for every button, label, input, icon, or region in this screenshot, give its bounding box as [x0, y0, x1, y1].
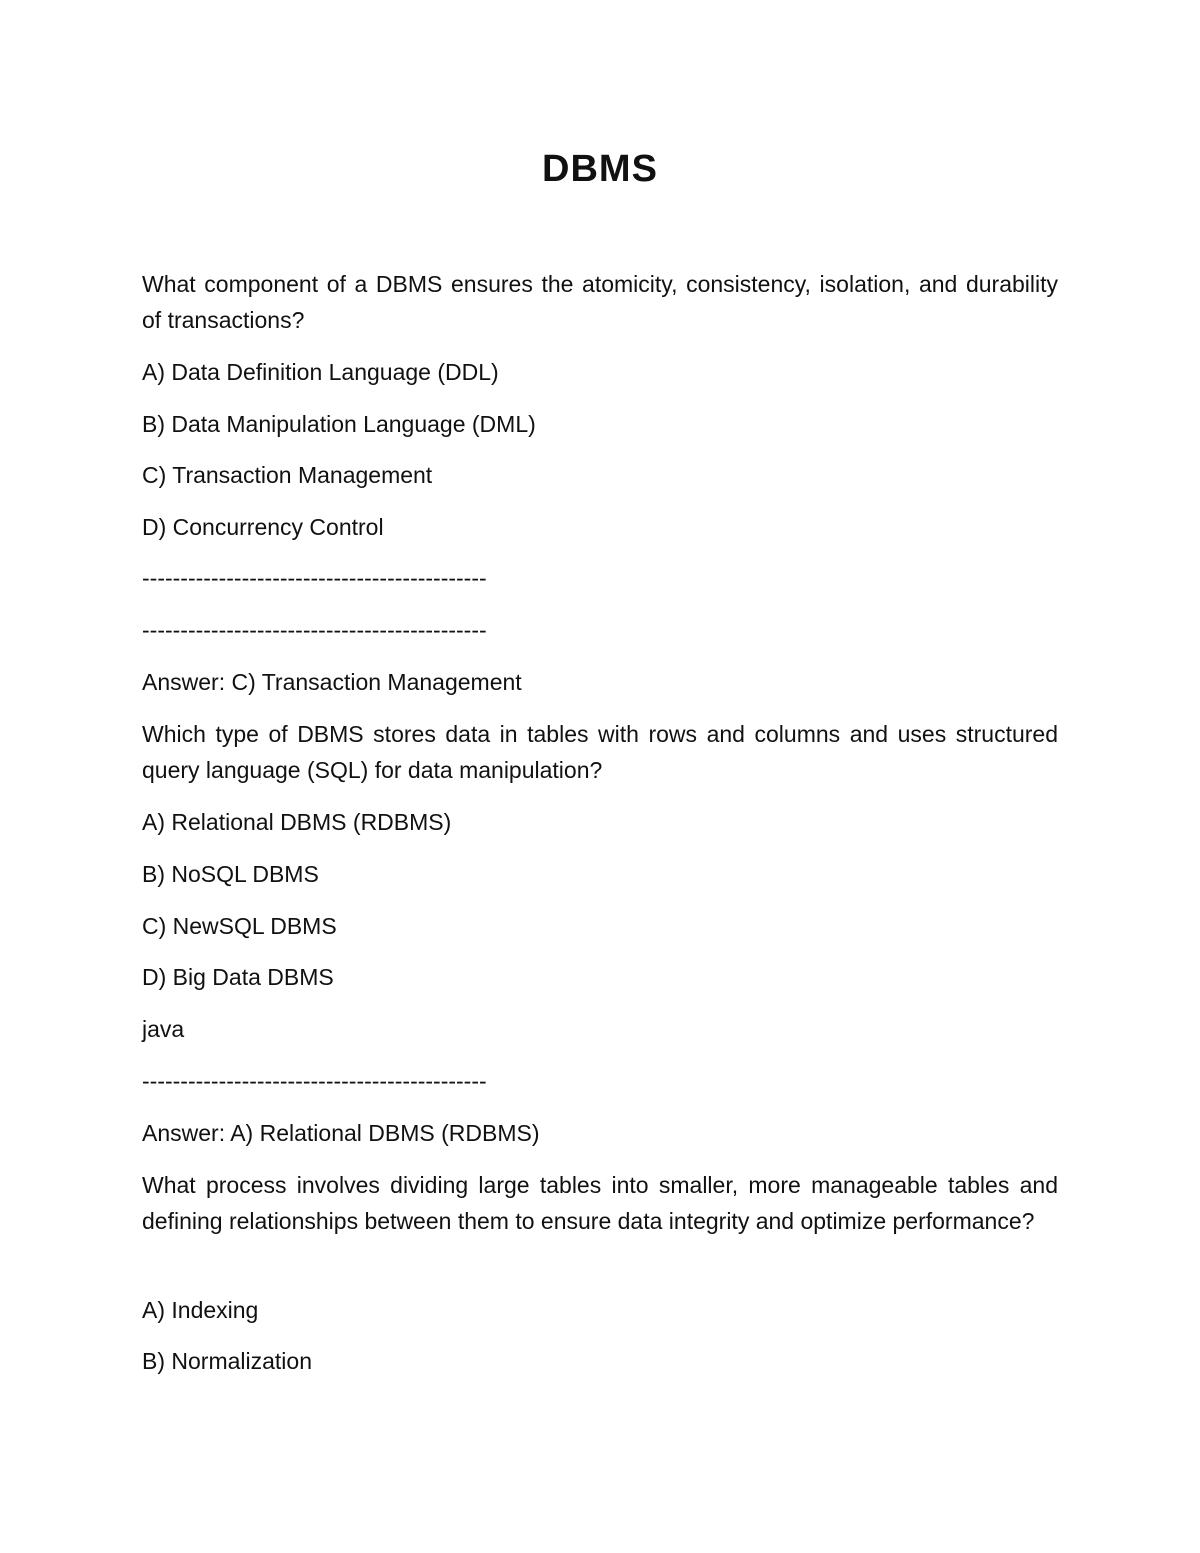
q2-option-c: C) NewSQL DBMS	[142, 913, 337, 939]
q3-option-b: B) Normalization	[142, 1348, 312, 1374]
question-1: What component of a DBMS ensures the atomicity, consistency, isolation, and durability of transactions?	[142, 271, 1058, 333]
q1-option-b: B) Data Manipulation Language (DML)	[142, 411, 536, 437]
document-title: DBMS	[542, 148, 658, 190]
q1-answer: Answer: C) Transaction Management	[142, 669, 522, 695]
code-language-label: java	[142, 1016, 185, 1042]
q2-option-a: A) Relational DBMS (RDBMS)	[142, 809, 452, 835]
q1-option-a: A) Data Definition Language (DDL)	[142, 359, 499, 385]
question-2: Which type of DBMS stores data in tables with rows and columns and uses structured query language (SQL) for data manipulation?	[142, 721, 1058, 783]
q2-option-d: D) Big Data DBMS	[142, 964, 334, 990]
separator-line: ---------------------------------------------	[142, 1068, 487, 1094]
question-3: What process involves dividing large tables into smaller, more manageable tables and defining relationships between them to ensure data integrity and optimize performance?	[142, 1172, 1058, 1234]
q1-option-d: D) Concurrency Control	[142, 514, 384, 540]
q3-option-a: A) Indexing	[142, 1297, 259, 1323]
q2-answer: Answer: A) Relational DBMS (RDBMS)	[142, 1120, 540, 1146]
separator-line: ---------------------------------------------	[142, 617, 487, 643]
q2-option-b: B) NoSQL DBMS	[142, 861, 319, 887]
separator-line: ---------------------------------------------	[142, 565, 487, 591]
q1-option-c: C) Transaction Management	[142, 462, 433, 488]
